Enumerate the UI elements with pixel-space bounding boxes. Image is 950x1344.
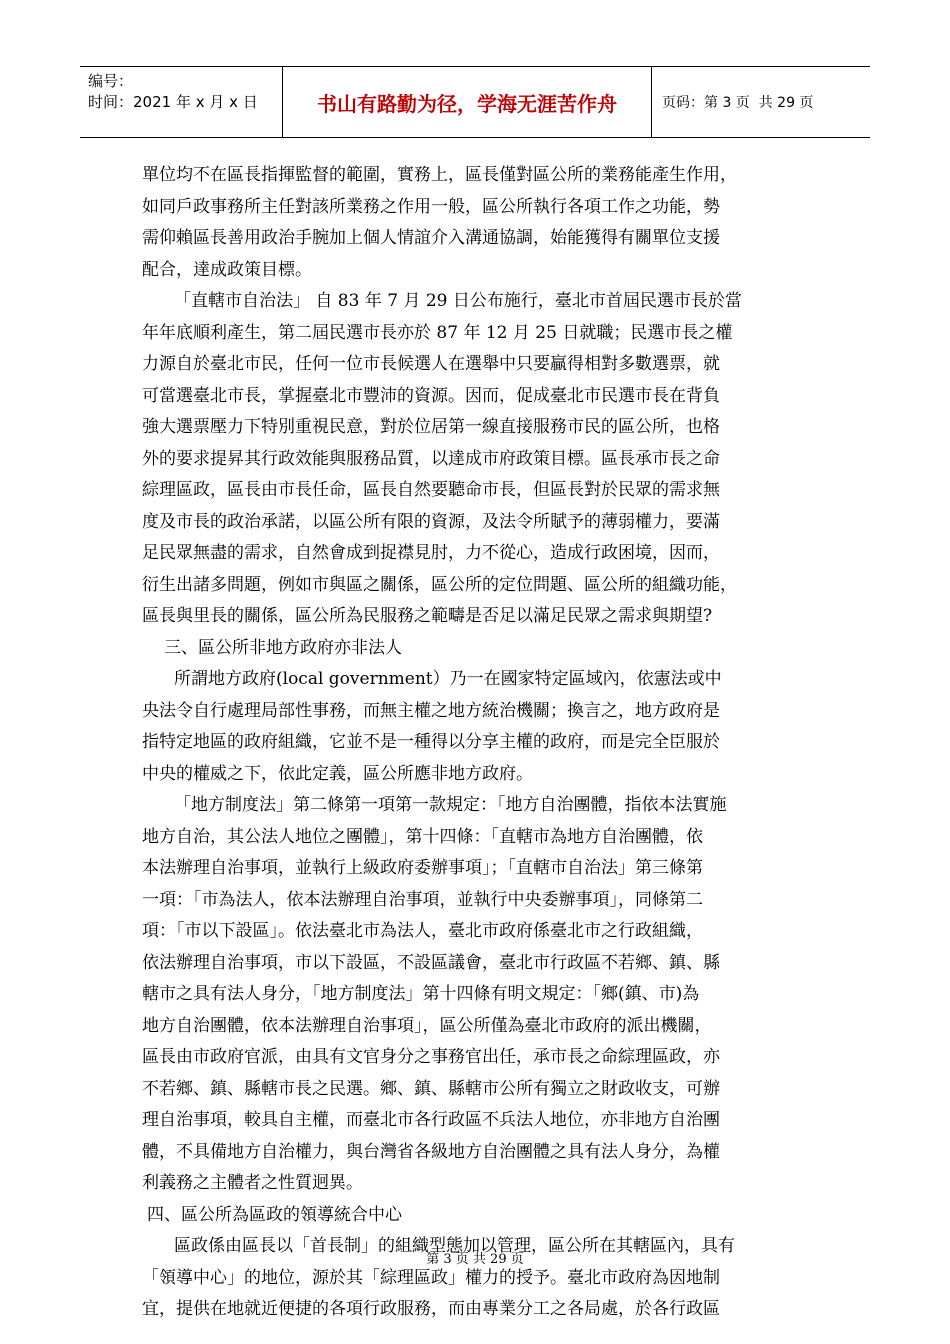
time-label: 时间：2021 年 x 月 x 日	[88, 93, 258, 111]
document-body	[142, 160, 802, 1326]
text-line: 一項：「市為法人，依本法辦理自治事項，並執行中央委辦事項」，同條第二	[142, 889, 703, 910]
text-line: 利義務之主體者之性質迥異。	[142, 1173, 363, 1193]
text-line: 宜，提供在地就近便捷的各項行政服務，而由專業分工之各局處，於各行政區	[142, 1299, 720, 1319]
page-footer: 第 3 页 共 29 页	[426, 1252, 524, 1267]
section-heading: 三、區公所非地方政府亦非法人	[164, 637, 402, 658]
header-motto: 书山有路勤为径，学海无涯苦作舟	[282, 67, 652, 137]
text-line: 地方自治團體，依本法辦理自治事項」，區公所僅為臺北市政府的派出機關，	[142, 1015, 712, 1036]
text-line: 力源自於臺北市民，任何一位市長候選人在選舉中只要贏得相對多數選票，就	[142, 354, 720, 374]
header-page-info: 页码：第 3 页 共 29 页	[662, 95, 814, 111]
page-header	[80, 66, 870, 138]
code-label: 编号：	[88, 72, 134, 90]
text-line: 度及市長的政治承諾，以區公所有限的資源，及法令所賦予的薄弱權力，要滿	[142, 511, 720, 532]
text-line: 年年底順利產生，第二屆民選市長亦於 87 年 12 月 25 日就職；民選市長之權	[142, 322, 733, 343]
text-line: 轄市之具有法人身分，「地方制度法」第十四條有明文規定：「鄉(鎮、市)為	[142, 984, 700, 1004]
header-meta	[80, 67, 282, 137]
text-line: 中央的權威之下，依此定義，區公所應非地方政府。	[142, 763, 533, 784]
text-line: 「直轄市自治法」 自 83 年 7 月 29 日公布施行，臺北市首屆民選市長於當	[174, 291, 742, 311]
text-line: 單位均不在區長指揮監督的範圍，實務上，區長僅對區公所的業務能產生作用，	[142, 165, 737, 185]
text-line: 外的要求提昇其行政效能與服務品質，以達成市府政策目標。區長承市長之命	[142, 448, 720, 469]
text-line: 依法辦理自治事項，市以下設區，不設區議會，臺北市行政區不若鄉、鎮、縣	[142, 952, 720, 973]
text-line: 「地方制度法」第二條第一項第一款規定：「地方自治團體，指依本法實施	[174, 795, 727, 815]
text-line: 區政係由區長以「首長制」的組織型態加以管理，區公所在其轄區內，具有	[174, 1236, 735, 1256]
text-line: 配合，達成政策目標。	[142, 259, 312, 280]
text-line: 央法令自行處理局部性事務，而無主權之地方統治機關；換言之，地方政府是	[142, 700, 720, 721]
text-line: 「領導中心」的地位，源於其「綜理區政」權力的授予。臺北市政府為因地制	[142, 1267, 720, 1288]
text-line: 衍生出諸多問題，例如市與區之關係，區公所的定位問題、區公所的組織功能，	[142, 574, 737, 595]
text-line: 需仰賴區長善用政治手腕加上個人情誼介入溝通協調，始能獲得有關單位支援	[142, 228, 720, 248]
text-line: 本法辦理自治事項，並執行上級政府委辦事項」；「直轄市自治法」第三條第	[142, 858, 703, 878]
text-line: 所謂地方政府(local government）乃一在國家特定區域內，依憲法或中	[174, 669, 722, 689]
text-line: 如同戶政事務所主任對該所業務之作用一般，區公所執行各項工作之功能，勢	[142, 196, 720, 217]
text-line: 項：「市以下設區」。依法臺北市為法人，臺北市政府係臺北市之行政組織，	[142, 921, 703, 941]
text-line: 體，不具備地方自治權力，與台灣省各級地方自治團體之具有法人身分，為權	[142, 1141, 720, 1162]
text-line: 綜理區政，區長由市長任命，區長自然要聽命市長，但區長對於民眾的需求無	[142, 480, 720, 500]
text-line: 強大選票壓力下特別重視民意，對於位居第一線直接服務市民的區公所，也格	[142, 417, 720, 437]
text-line: 區長由市政府官派，由具有文官身分之事務官出任，承市長之命綜理區政，亦	[142, 1047, 720, 1067]
text-line: 足民眾無盡的需求，自然會成到捉襟見肘，力不從心，造成行政困境，因而，	[142, 543, 720, 563]
section-heading: 四、區公所為區政的領導統合中心	[147, 1204, 402, 1225]
text-line: 不若鄉、鎮、縣轄市長之民選。鄉、鎮、縣轄市公所有獨立之財政收支，可辦	[142, 1078, 720, 1099]
text-line: 理自治事項，較具自主權，而臺北市各行政區不兵法人地位，亦非地方自治團	[142, 1110, 720, 1130]
text-line: 指特定地區的政府組織，它並不是一種得以分享主權的政府，而是完全臣服於	[142, 732, 720, 752]
text-line: 區長與里長的關係，區公所為民服務之範疇是否足以滿足民眾之需求與期望?	[142, 606, 713, 626]
text-line: 地方自治，其公法人地位之團體」，第十四條：「直轄市為地方自治團體，依	[142, 826, 703, 847]
text-line: 可當選臺北市長，掌握臺北市豐沛的資源。因而，促成臺北市民選市長在背負	[142, 385, 720, 406]
